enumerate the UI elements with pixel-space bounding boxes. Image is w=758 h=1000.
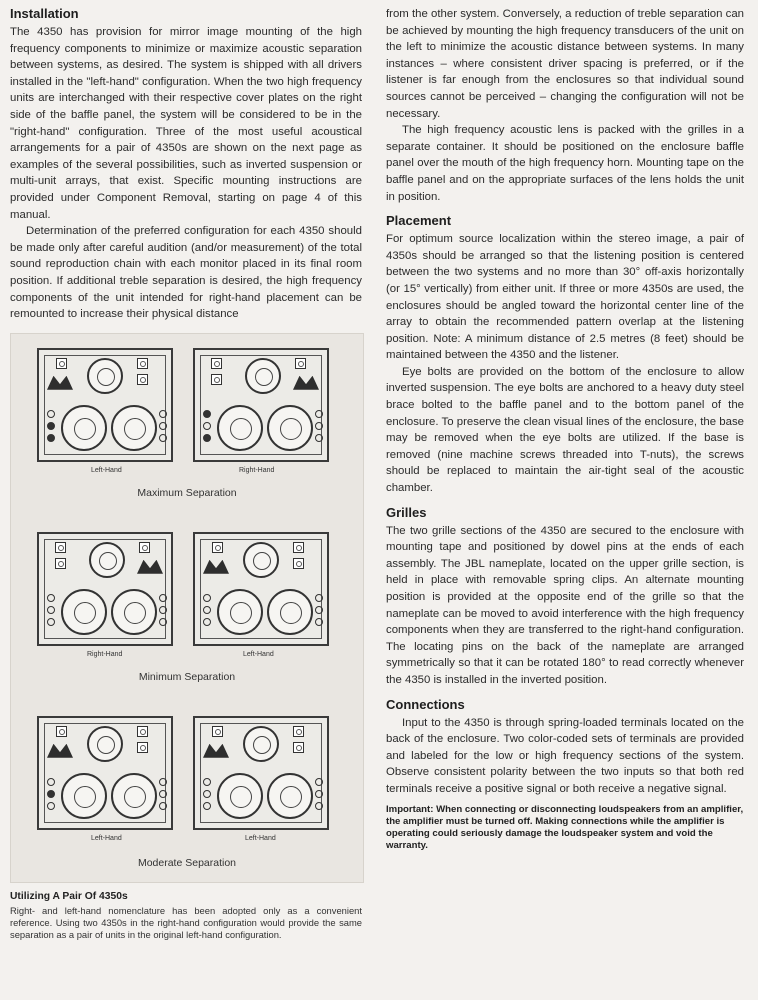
label-row3-right: Left-Hand xyxy=(245,834,276,842)
placement-heading: Placement xyxy=(386,213,452,229)
connections-heading: Connections xyxy=(386,696,465,712)
figure-caption-body: Right- and left-hand nomenclature has been adopted only as a convenient reference. Using two 4350s in the right-hand configuration would provide the same separation as a pair of units in the original left-hand configuration. xyxy=(10,905,362,941)
speaker-left-hand xyxy=(37,348,173,462)
speaker-left-hand-mod-1 xyxy=(37,716,173,830)
grilles-paragraph-1: The two grille sections of the 4350 are secured to the enclosure with mounting tape and positioned by dowel pins at the ends of each assembly. The JBL nameplate, located on the upper grille section, is held in place with removable spring clips. An alternate mounting position is provided at the opposite end of the grille so that the nameplate can be moved to avoid interference with the high frequency components when they are transferred to the right-hand configuration. The locating pins on the back of the nameplate are arranged symmetrically so that it can be rotated 180° to read correctly whenever the 4350 is installed in the inverted position. xyxy=(386,524,744,686)
label-row2-right: Left-Hand xyxy=(243,650,274,658)
speaker-right-hand xyxy=(193,348,329,462)
caption-maximum-separation: Maximum Separation xyxy=(137,486,237,499)
grilles-heading: Grilles xyxy=(386,504,427,520)
speaker-left-hand-mod-2 xyxy=(193,716,329,830)
connections-paragraph-1: Input to the 4350 is through spring-loaded terminals located on the back of the enclosure. Two color-coded sets of terminals are provided and labeled for the low or high frequency sections of the system. Observe consistent polarity between the two inputs so that both red terminals receive a positive signal or both receive a negative signal. xyxy=(386,716,744,795)
label-row2-left: Right-Hand xyxy=(87,650,123,658)
installation-paragraph-1: The 4350 has provision for mirror image mounting of the high frequency components to minimize or maximize acoustic separation between systems, as desired. The system is shipped with all drivers installed in the "left-hand" configuration. When the two high frequency units are interchanged with their respective cover plates on the right side of the baffle panel, the system will be considered to be in the "right-hand" configuration. Three of the most useful acoustical arrangements for a pair of 4350s are shown on the next page as examples of the several possibilities, such as inverted suspension or multi-unit arrays, that exist. Specific mounting instructions are provided under Component Removal, starting on page 4 of this manual. xyxy=(10,26,362,221)
label-row1-left: Left-Hand xyxy=(91,466,122,474)
right-column xyxy=(386,6,744,852)
label-row3-left: Left-Hand xyxy=(91,834,122,842)
installation-paragraph-4: The high frequency acoustic lens is packed with the grilles in a separate container. It should be positioned on the enclosure baffle panel over the mouth of the high frequency horn. Mounting tape on the baffle panel and on the appropriate surfaces of the lens holds the unit in position. xyxy=(386,124,744,203)
installation-heading: Installation xyxy=(10,6,79,21)
figure-caption-title: Utilizing A Pair Of 4350s xyxy=(10,890,128,902)
caption-minimum-separation: Minimum Separation xyxy=(138,670,236,683)
placement-paragraph-2: Eye bolts are provided on the bottom of the enclosure to allow inverted suspension. The eye bolts are anchored to a heavy duty steel brace bolted to the baffle panel and to the bottom panel of the enclosure. To preserve the clean visual lines of the enclosure, the base may be removed when the eye bolts are utilized. If the base is removed (nine machine screws threaded into T-nuts), the screws should be replaced to maintain the air-tight seal of the acoustic chamber. xyxy=(386,365,744,495)
speaker-left-hand-min xyxy=(193,532,329,646)
placement-paragraph-1: For optimum source localization within the stereo image, a pair of 4350s should be arranged so that the listening position is centered between the two systems and no more than 30° off-axis horizontally (or 15° vertically) from either unit. If three or more 4350s are used, the enclosures should be angled toward the horizontal center line of the array to obtain the recommended pattern overlap at the listening position. Note: A minimum distance of 2.5 metres (8 feet) should be maintained between the 4350 and the listener. xyxy=(386,233,744,362)
label-row1-right: Right-Hand xyxy=(239,466,275,474)
installation-paragraph-2: Determination of the preferred configuration for each 4350 should be made only after careful audition (and/or measurement) of the total sound reproduction chain with each monitor placed in its final room position. If additional treble separation is desired, the high frequency components of the unit intended for right-hand placement can be remounted to increase their physical distance xyxy=(10,225,362,321)
figure-caption xyxy=(10,889,362,942)
speaker-right-hand-min xyxy=(37,532,173,646)
left-column xyxy=(10,6,362,941)
speaker-configuration-figure xyxy=(10,333,364,883)
important-warning: Important: When connecting or disconnecting loudspeakers from an amplifier, the amplifier must be turned off. Making connections while the amplifier is operating could seriously damage the loudspeaker system and void the warranty. xyxy=(386,803,744,851)
installation-paragraph-3: from the other system. Conversely, a reduction of treble separation can be achieved by mounting the high frequency transducers of the unit on the left to minimize the acoustic distance between systems. In many instances – where consistent driver spacing is preferred, or if the listener is far enough from the enclosures so that individual sound sources cannot be perceived – changing the configuration will not be necessary. xyxy=(386,8,744,120)
caption-moderate-separation: Moderate Separation xyxy=(137,856,237,869)
